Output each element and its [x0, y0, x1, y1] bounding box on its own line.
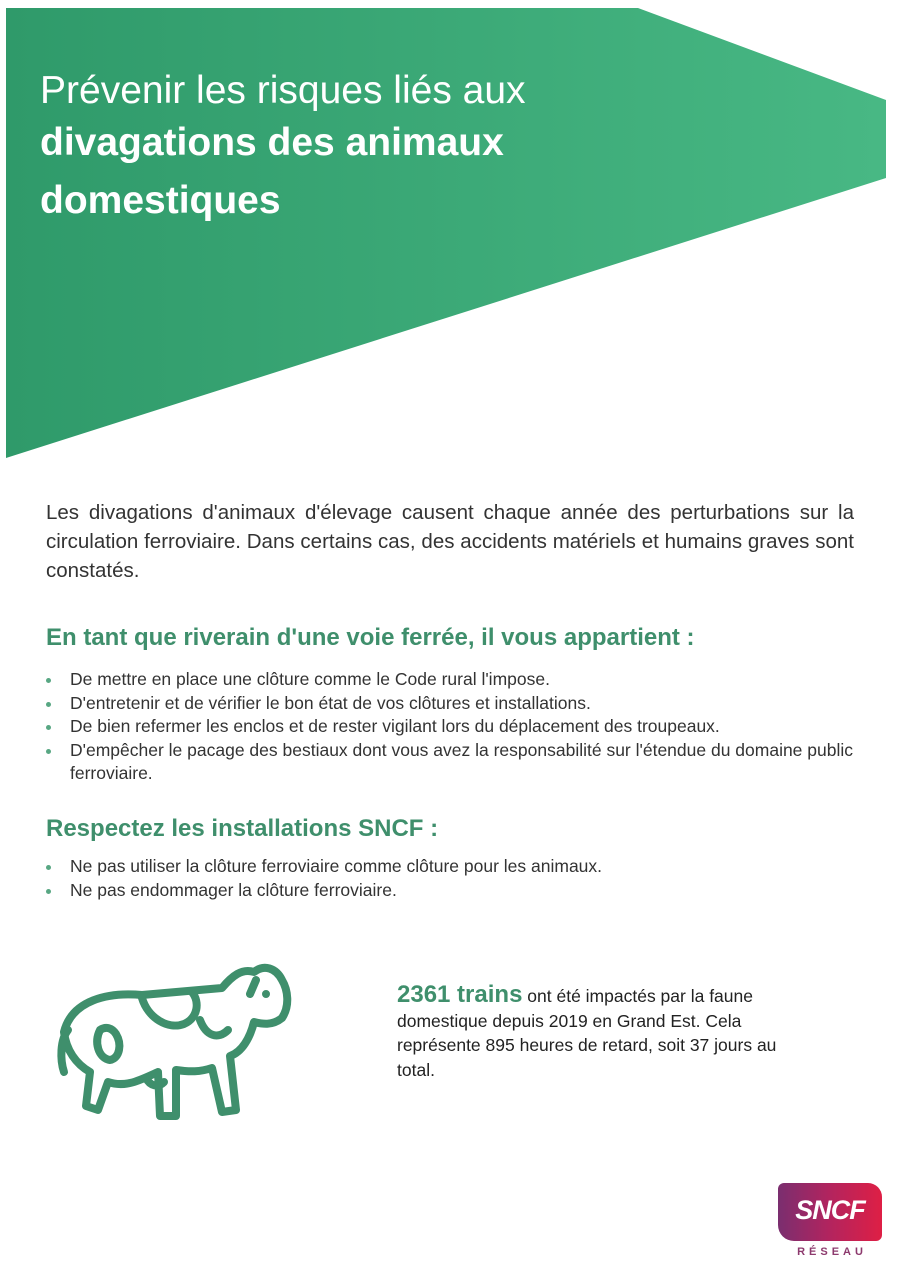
logo-brand-text: SNCF	[795, 1195, 865, 1225]
statistic-highlight: 2361 trains	[397, 981, 523, 1008]
list-item-text: Ne pas utiliser la clôture ferroviaire comme clôture pour les animaux.	[70, 856, 603, 876]
logo-subtitle: RÉSEAU	[797, 1246, 867, 1258]
sncf-rules-list	[46, 855, 856, 902]
list-item-text: De mettre en place une clôture comme le Code rural l'impose.	[70, 669, 550, 689]
title-line-1: Prévenir les risques liés aux	[40, 69, 526, 112]
cow-icon	[50, 960, 295, 1140]
title-line-2: divagations des animaux	[40, 121, 504, 164]
bullet-icon	[46, 865, 51, 870]
intro-paragraph: Les divagations d'animaux d'élevage causent chaque année des perturbations sur la circulation ferroviaire. Dans certains cas, des accidents matériels et humains graves sont constatés.	[46, 501, 854, 582]
page-title	[40, 68, 660, 230]
sncf-reseau-logo	[778, 1183, 884, 1263]
list-item	[46, 692, 856, 716]
bullet-icon	[46, 702, 51, 707]
list-item-text: Ne pas endommager la clôture ferroviaire.	[70, 879, 397, 900]
riverain-duties-list	[46, 668, 856, 786]
section-heading-riverain: En tant que riverain d'une voie ferrée, il vous appartient :	[46, 624, 695, 651]
list-item	[46, 879, 856, 903]
bullet-icon	[46, 749, 51, 754]
list-item	[46, 739, 856, 786]
list-item-text: D'empêcher le pacage des bestiaux dont vous avez la responsabilité sur l'étendue du domaine public ferroviaire.	[70, 739, 854, 783]
bullet-icon	[46, 889, 51, 894]
title-line-3: domestiques	[40, 179, 281, 222]
list-item	[46, 715, 856, 739]
list-item	[46, 855, 856, 879]
list-item	[46, 668, 856, 692]
section-heading-sncf: Respectez les installations SNCF :	[46, 815, 439, 842]
list-item-text: D'entretenir et de vérifier le bon état de vos clôtures et installations.	[70, 692, 591, 713]
bullet-icon	[46, 678, 51, 683]
statistic-body: ont été impactés par la faune domestique depuis 2019 en Grand Est. Cela représente 895 heures de retard, soit 37 jours au total.	[397, 986, 777, 1080]
list-item-text: De bien refermer les enclos et de rester vigilant lors du déplacement des troupeaux.	[70, 716, 720, 736]
bullet-icon	[46, 725, 51, 730]
statistic-text	[397, 983, 797, 1082]
